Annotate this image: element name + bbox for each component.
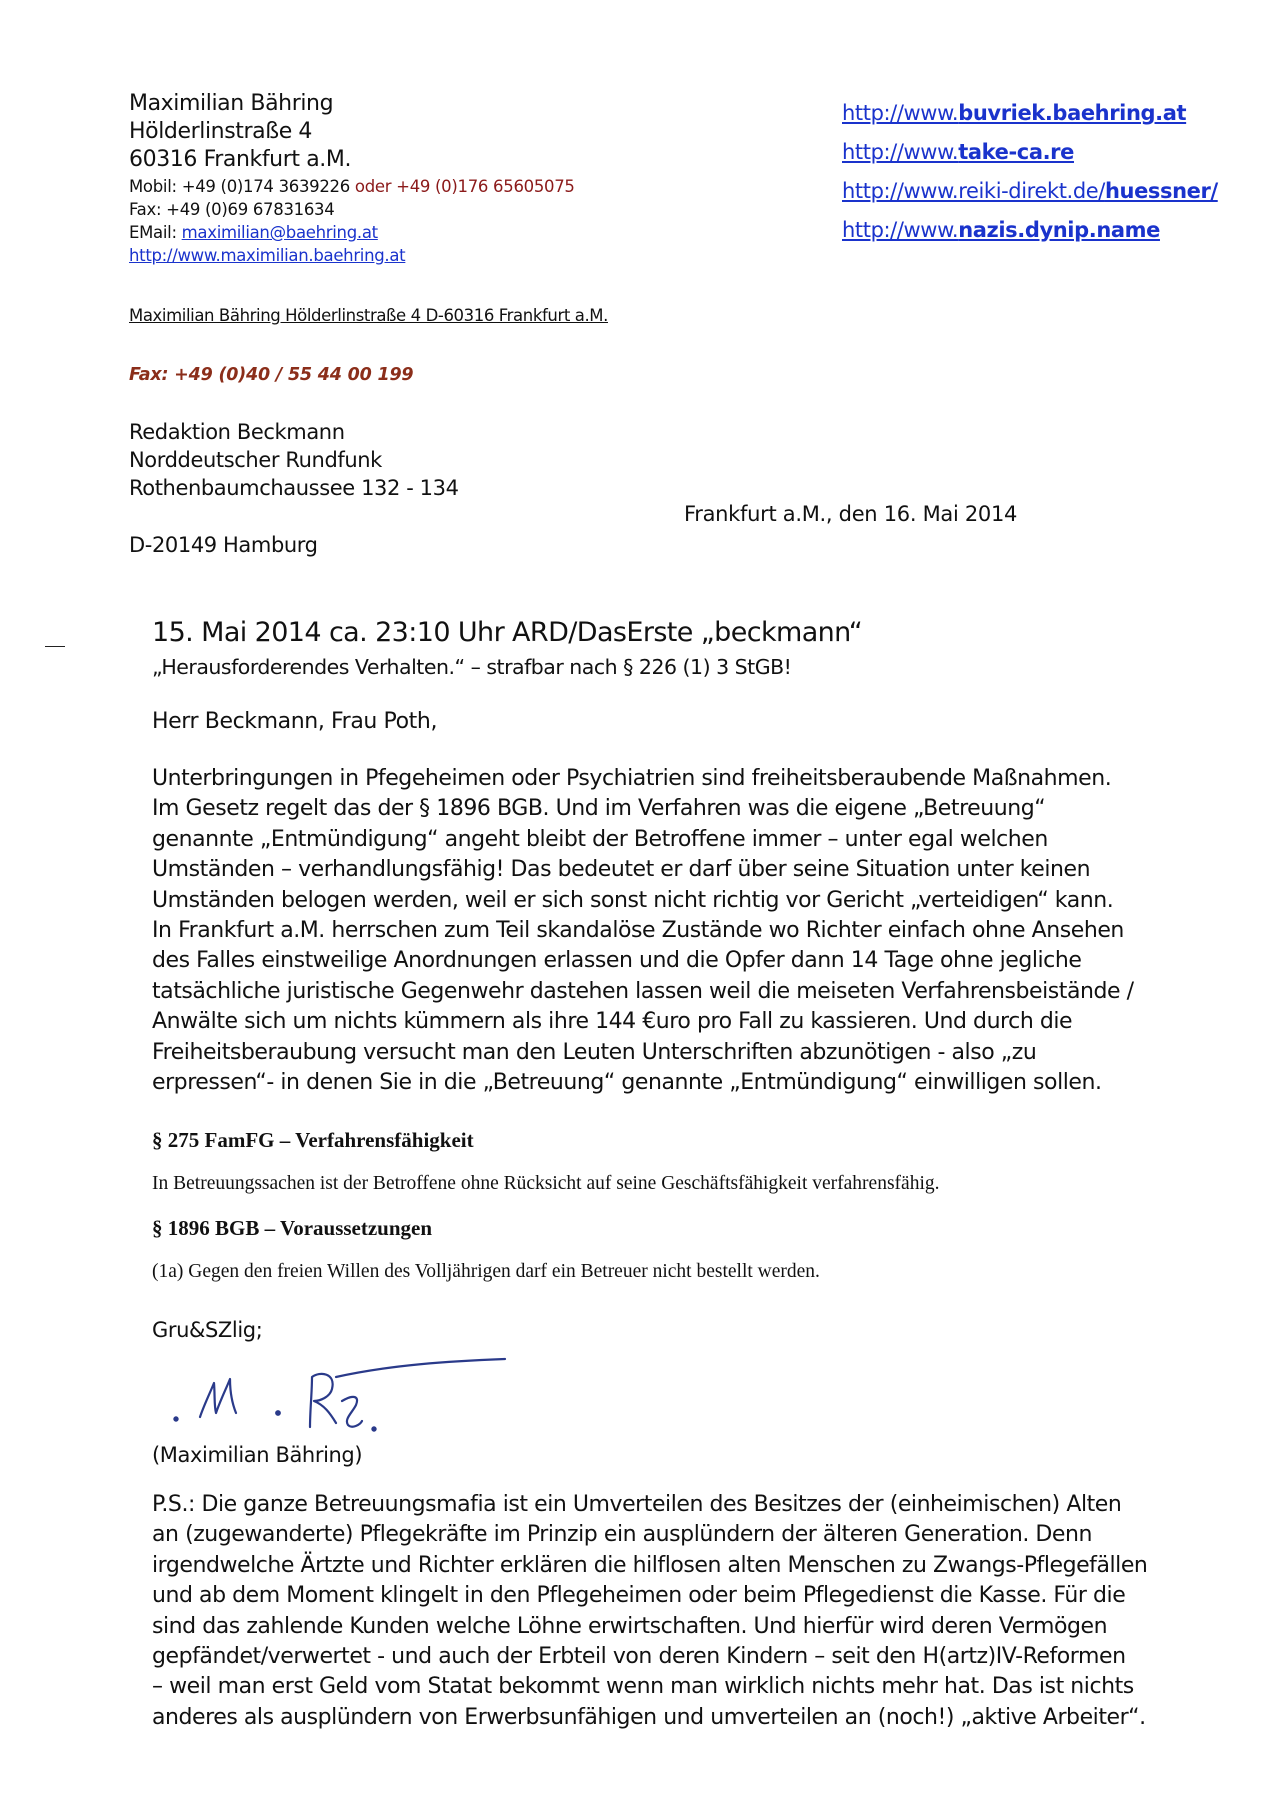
link-reiki[interactable] (842, 179, 1218, 203)
fax-label: Fax: (129, 200, 162, 219)
ps-line: sind das zahlende Kunden welche Löhne erwirtschaften. Und hierfür wird deren Vermögen (152, 1613, 1108, 1639)
subject-line-2: „Herausforderendes Verhalten.“ – strafbar nach § 226 (1) 3 StGB! (152, 655, 792, 679)
ps-line: und ab dem Moment klingelt in den Pflegeheimen oder beim Pflegedienst die Kasse. Für die (152, 1583, 1126, 1609)
body-line: In Frankfurt a.M. herrschen zum Teil skandalöse Zustände wo Richter einfach ohne Ansehen (152, 918, 1124, 944)
subject-line-1: 15. Mai 2014 ca. 23:10 Uhr ARD/DasErste „beckmann“ (152, 617, 863, 648)
link-take-care[interactable] (842, 140, 1074, 164)
link-buvriek[interactable] (842, 101, 1186, 125)
signature-name: (Maximilian Bähring) (152, 1443, 363, 1467)
body-paragraph (152, 764, 1212, 1098)
law-2-text: (1a) Gegen den freien Willen des Volljährigen darf ein Betreuer nicht bestellt werden. (152, 1261, 820, 1282)
fold-mark (45, 646, 65, 647)
sender-city: 60316 Frankfurt a.M. (129, 147, 352, 172)
letter-date: Frankfurt a.M., den 16. Mai 2014 (684, 502, 1018, 526)
body-line: Umständen belogen werden, weil er sich sonst nicht richtig vor Gericht „verteidigen“ kann. (152, 887, 1114, 913)
body-line: Unterbringungen in Pfegeheimen oder Psychiatrien sind freiheitsberaubende Maßnahmen. (152, 766, 1112, 791)
mobile-number-2: +49 (0)176 65605075 (396, 177, 575, 196)
body-line: tatsächliche juristische Gegenwehr dastehen lassen weil die meiseten Verfahrensbeistände / (152, 978, 1134, 1004)
body-line: des Falles einstweilige Anordnungen erlassen und die Opfer dann 14 Tage ohne jegliche (152, 948, 1082, 974)
link-prefix: http://www. (842, 101, 959, 125)
recipient-line-4: D-20149 Hamburg (129, 533, 318, 557)
salutation: Herr Beckmann, Frau Poth, (152, 709, 438, 734)
ps-line: – weil man erst Geld vom Statat bekommt wenn man wirklich nichts mehr hat. Das ist nichts (152, 1674, 1134, 1700)
sender-email-line (129, 221, 378, 244)
body-line: genannte „Entmündigung“ angeht bleibt der Betroffene immer – unter egal welchen (152, 826, 1048, 852)
link-prefix: http://www.reiki-direkt.de/ (842, 179, 1105, 203)
ps-line: anderes als ausplündern von Erwerbsunfähigen und umverteilen an (noch!) „aktive Arbeiter“. (152, 1704, 1146, 1730)
link-prefix: http://www. (842, 218, 959, 242)
fax-number: +49 (0)69 67831634 (166, 200, 335, 219)
ps-line: gepfändet/verwertet - und auch der Erbteil von deren Kindern – seit den H(artz)IV-Reformen (152, 1644, 1126, 1670)
ps-line-first (152, 1490, 1232, 1520)
email-label: EMail: (129, 223, 177, 242)
website-link[interactable]: http://www.maximilian.baehring.at (129, 246, 406, 265)
sender-name: Maximilian Bähring (129, 91, 334, 116)
ps-label: P.S.: (152, 1492, 195, 1517)
mobile-number-1: +49 (0)174 3639226 (181, 177, 350, 196)
postscript (152, 1490, 1232, 1733)
recipient-line-3: Rothenbaumchaussee 132 - 134 (129, 476, 459, 500)
body-line: Umständen – verhandlungsfähig! Das bedeutet er darf über seine Situation unter keinen (152, 857, 1091, 883)
sender-fax-line (129, 198, 334, 221)
law-2-heading: § 1896 BGB – Voraussetzungen (152, 1216, 433, 1240)
ps-line: irgendwelche Ärtzte und Richter erklären die hilflosen alten Menschen zu Zwangs-Pflegefällen (152, 1552, 1148, 1578)
sender-mobile-line (129, 175, 575, 198)
link-prefix: http://www. (842, 140, 959, 164)
mobile-or: oder (354, 177, 392, 196)
recipient-fax: Fax: +49 (0)40 / 55 44 00 199 (129, 365, 414, 385)
email-link[interactable]: maximilian@baehring.at (181, 223, 378, 242)
link-domain: nazis.dynip.name (958, 218, 1160, 242)
ps-line: Die ganze Betreuungsmafia ist ein Umverteilen des Besitzes der (einheimischen) Alten (194, 1492, 1122, 1517)
link-nazis[interactable] (842, 218, 1160, 242)
body-line: erpressen“- in denen Sie in die „Betreuung“ genannte „Entmündigung“ einwilligen sollen. (152, 1070, 1102, 1096)
sender-street: Hölderlinstraße 4 (129, 119, 313, 144)
handwritten-signature (160, 1355, 520, 1445)
link-domain: take-ca.re (958, 140, 1074, 164)
ps-line: an (zugewanderte) Pflegekräfte im Prinzip ein ausplündern der älteren Generation. Denn (152, 1522, 1092, 1548)
link-domain: huessner/ (1104, 179, 1218, 203)
law-1-heading: § 275 FamFG – Verfahrensfähigkeit (152, 1128, 474, 1152)
closing-greeting: Gru&SZlig; (152, 1318, 263, 1342)
recipient-line-2: Norddeutscher Rundfunk (129, 448, 382, 472)
body-line: Freiheitsberaubung versucht man den Leuten Unterschriften abzunötigen - also „zu (152, 1039, 1037, 1065)
link-domain: buvriek.baehring.at (958, 101, 1187, 125)
body-line: Anwälte sich um nichts kümmern als ihre 144 €uro pro Fall zu kassieren. Und durch die (152, 1009, 1073, 1035)
return-address: Maximilian Bähring Hölderlinstraße 4 D-60316 Frankfurt a.M. (129, 306, 608, 325)
mobile-label: Mobil: (129, 177, 177, 196)
recipient-line-1: Redaktion Beckmann (129, 420, 345, 444)
body-line: Im Gesetz regelt das der § 1896 BGB. Und im Verfahren was die eigene „Betreuung“ (152, 796, 1046, 822)
law-1-text: In Betreuungssachen ist der Betroffene ohne Rücksicht auf seine Geschäftsfähigkeit verfahrensfähig. (152, 1173, 940, 1194)
